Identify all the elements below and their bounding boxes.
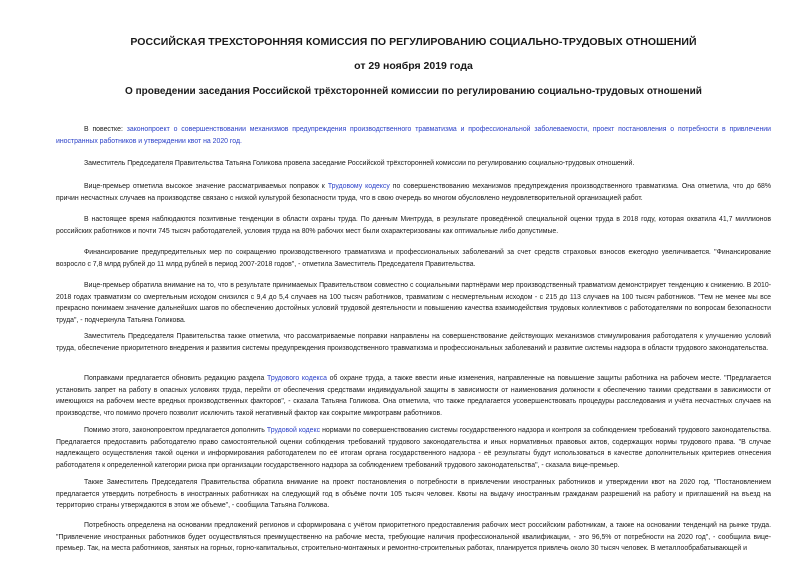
- paragraph-2: Заместитель Председателя Правительства Татьяна Голикова провела заседание Российской трёхсторонней комиссии по регулированию социально-трудовых отношений.: [84, 160, 635, 167]
- paragraph-11: Потребность определена на основании предложений регионов и сформирована с учётом приоритетного предоставления рабочих мест российским работникам, а также на основании тенденций на рынке труда. "Привлечение иностранных работников будет осуществляться преимущественно на рабочие места, требующие наличия профессиональной квалификации, - это 96,5% от потребности на 2020 год", - сообщила вице-премьер. Так, на места работников, занятых на горных, горно-капитальных, строительно-монтажных и ремонтно-строительных работах, планируется привлечь около 30 тысяч человек. В металлообрабатывающей и: [56, 522, 771, 552]
- document-subtitle: О проведении заседания Российской трёхсторонней комиссии по регулированию социально-трудовых отношений: [125, 86, 702, 97]
- paragraph-7: Заместитель Председателя Правительства также отметила, что рассматриваемые поправки направлены на совершенствование действующих механизмов стимулирования работодателя к улучшению условий труда, обеспечение приоритетного внедрения и развития системы предупреждения производственного травматизма и профессиональных заболеваний и развитие системы надзора в области трудового законодательства.: [56, 333, 771, 352]
- paragraph-5: Финансирование предупредительных мер по сокращению производственного травматизма и профессиональных заболеваний за счет средств страховых взносов ежегодно увеличивается. "Финансирование возросло с 7,8 млрд рублей до 11 млрд рублей в период 2007-2018 годов", - отметила Заместитель Председателя Правительства.: [56, 249, 771, 268]
- paragraph-8-text-b: об охране труда, а также ввести иные изменения, направленные на повышение защиты работника на рабочем месте. "Предлагается установить запрет на работу в опасных условиях труда, перейти от обеспечения средствами индивидуальной защиты в зависимости от наименования должности к обеспечению такими средствами в зависимости от имеющихся на рабочем месте вредных производственных факторов", - сказала Татьяна Голикова. Она отметила, что также предлагается усовершенствовать процедуры расследования и учёта несчастных случаев на производстве, что помимо прочего позволит исключить такой негативный фактор как сокрытие микротравм работников.: [56, 375, 771, 417]
- paragraph-3-text-b: по совершенствованию механизмов предупреждения производственного травматизма. Она отметила, что до 68% причин несчастных случаев на производстве связано с низкой культурой безопасности труда, что в свою очередь во многом обусловлено неудовлетворительной организацией работ.: [56, 183, 771, 202]
- paragraph-agenda: [56, 124, 771, 147]
- paragraph-10: Также Заместитель Председателя Правительства обратила внимание на проект постановления о потребности в привлечении иностранных работников и утверждении квот на 2020 год. "Постановлением предлагается утвердить потребность в иностранных работниках на следующий год в объёме почти 105 тысяч человек. Квоты на выдачу иностранным гражданам разрешений на работу и приглашений на въезд на территорию страны утверждаются в этом же объеме", - сообщила Татьяна Голикова.: [56, 479, 771, 509]
- paragraph-6: Вице-премьер обратила внимание на то, что в результате принимаемых Правительством совместно с социальными партнёрами мер производственный травматизм демонстрирует тенденцию к снижению. В 2010-2018 годах травматизм со смертельным исходом снизился с 9,4 до 5,4 случаев на 100 тысяч работников, травматизм с несмертельным исходом - с 215 до 113 случаев на 100 тысяч работников. "Тем не менее мы все прекрасно понимаем значение дальнейших шагов по обеспечению достойных условий трудовой деятельности и повышению качества взаимодействия трудовых коллективов с работодателями по вопросам безопасности труда", - подчеркнула Татьяна Голикова.: [56, 282, 771, 324]
- labor-code-link-1[interactable]: Трудовому кодексу: [327, 183, 390, 190]
- paragraph-9-text-a: Помимо этого, законопроектом предлагается дополнить: [84, 427, 267, 434]
- labor-code-link-2[interactable]: Трудового кодекса: [267, 375, 327, 382]
- paragraph-3-text-a: Вице-премьер отметила высокое значение рассматриваемых поправок к: [84, 183, 328, 190]
- agenda-link[interactable]: законопроект о совершенствовании механизмов предупреждения производственного травматизма и профессиональной заболеваемости, проект постановления о потребности в привлечении иностранных работников и утверждении квот на 2020 год.: [56, 126, 771, 145]
- document-title: РОССИЙСКАЯ ТРЕХСТОРОННЯЯ КОМИССИЯ ПО РЕГУЛИРОВАНИЮ СОЦИАЛЬНО-ТРУДОВЫХ ОТНОШЕНИЙ: [130, 36, 697, 48]
- paragraph-8-text-a: Поправками предлагается обновить редакцию раздела: [84, 375, 267, 382]
- document-date: от 29 ноября 2019 года: [354, 60, 473, 72]
- paragraph-8: [56, 373, 771, 419]
- paragraph-3: [56, 181, 771, 204]
- paragraph-4: В настоящее время наблюдаются позитивные тенденции в области охраны труда. По данным Минтруда, в результате проведённой специальной оценки труда в 2018 году, которая охватила 41,7 миллионов российских работников и почти 745 тысяч работодателей, условия труда на 80% рабочих мест были охарактеризованы как оптимальные либо допустимые.: [56, 216, 771, 235]
- labor-code-link-3[interactable]: Трудовой кодекс: [266, 427, 321, 434]
- agenda-prefix: В повестке:: [84, 126, 127, 133]
- paragraph-9-text-b: нормами по совершенствованию системы государственного надзора и контроля за соблюдением требований трудового законодательства. Предлагается предоставить работодателю право самостоятельной оценки соблюдения требований трудового законодательства и иных нормативных правовых актов, содержащих нормы трудового права. "В случае надлежащего осуществления такой оценки и информирования работодателем по её итогам органа государственного надзора - её результаты будут использоваться в качестве дополнительных критериев отнесения работодателя к определенной категории риска при организации государственного надзора за соблюдением требований трудового законодательства", - сказала вице-премьер.: [56, 427, 771, 469]
- paragraph-9: [56, 425, 771, 471]
